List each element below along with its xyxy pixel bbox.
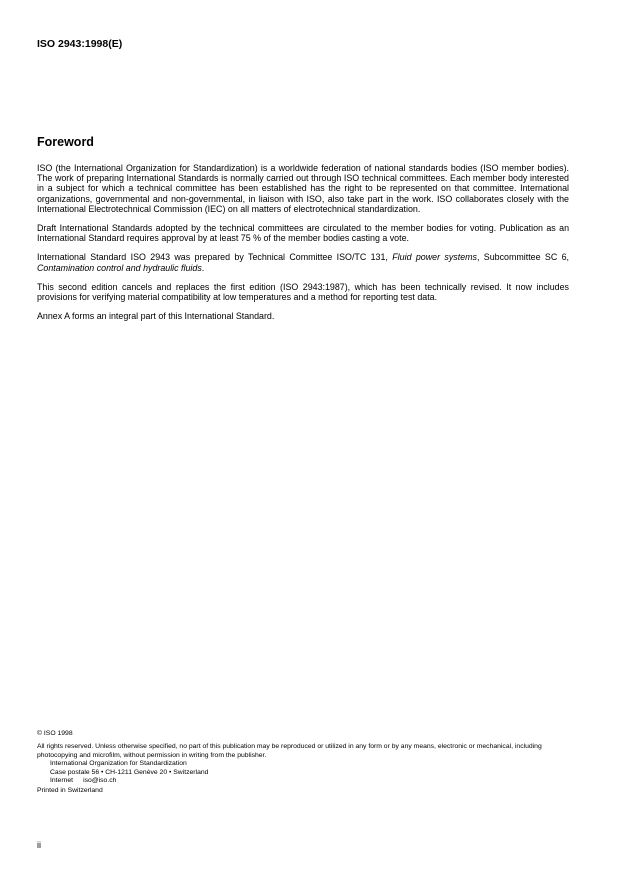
foreword-paragraph-4: This second edition cancels and replaces the first edition (ISO 2943:1987), which has been technically revised. It now includes provisions for verifying material compatibility at low temperatures and a method for reporting test data.: [37, 281, 569, 303]
foreword-body: [37, 163, 569, 321]
foreword-heading: Foreword: [37, 135, 94, 149]
p3-text-c: , Subcommittee SC 6,: [476, 252, 570, 263]
internet-line: [37, 777, 582, 785]
postal-address: Case postale 56 • CH-1211 Genève 20 • Switzerland: [50, 768, 209, 776]
internet-email: iso@iso.ch: [83, 777, 117, 785]
rights-statement: All rights reserved. Unless otherwise specified, no part of this publication may be reproduced or utilized in any form or by any means, electronic or mechanical, including photocopying and microfilm, without permission in writing from the publisher.: [37, 743, 542, 759]
document-id-header: ISO 2943:1998(E): [37, 38, 123, 50]
p3-subcommittee-title: Contamination control and hydraulic fluids: [37, 262, 202, 273]
foreword-paragraph-2: Draft International Standards adopted by the technical committees are circulated to the member bodies for voting. Publication as an International Standard requires approval by at least 75 % of the member bodies casting a vote.: [37, 223, 569, 244]
p3-committee-title: Fluid power systems: [392, 252, 477, 263]
printed-location: Printed in Switzerland: [37, 787, 103, 795]
copyright-notice: © ISO 1998: [37, 730, 73, 737]
p3-text-a: International Standard ISO 2943 was prepared by Technical Committee ISO/TC 131,: [37, 252, 393, 263]
foreword-paragraph-5: Annex A forms an integral part of this International Standard.: [37, 311, 275, 322]
org-name: International Organization for Standardization: [50, 760, 187, 768]
foreword-paragraph-1: ISO (the International Organization for Standardization) is a worldwide federation of national standards bodies (ISO member bodies). The work of preparing International Standards is normally carried out through ISO technical committees. Each member body interested in a subject for which a technical committee has been established has the right to be represented on that committee. International organizations, governmental and non-governmental, in liaison with ISO, also take part in the work. ISO collaborates closely with the International Electrotechnical Commission (IEC) on all matters of electrotechnical standardization.: [37, 163, 569, 214]
internet-label: Internet: [50, 777, 74, 785]
p3-text-e: .: [201, 262, 205, 273]
foreword-paragraph-3: [37, 252, 569, 272]
page-number: ii: [37, 840, 41, 850]
copyright-footer: [37, 730, 582, 796]
